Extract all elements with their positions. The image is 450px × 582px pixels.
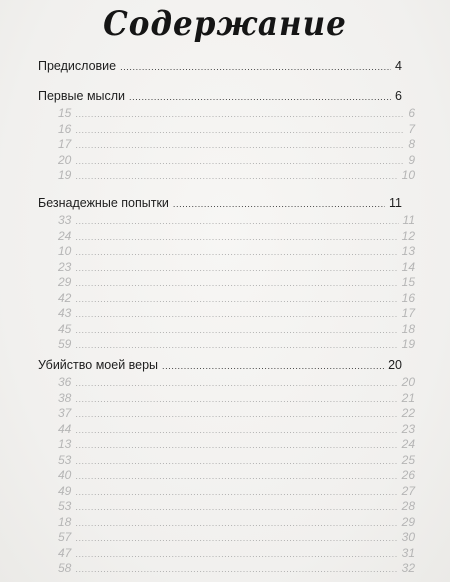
toc-subentry-label: 44 bbox=[58, 421, 72, 436]
toc-subentry bbox=[58, 483, 415, 499]
toc-leader-dots bbox=[75, 337, 397, 353]
toc-subentry-label: 37 bbox=[58, 406, 72, 420]
toc-leader-dots bbox=[75, 168, 397, 184]
toc-subentry bbox=[58, 305, 415, 321]
toc-subentry-label: 47 bbox=[58, 545, 72, 560]
toc-page-number: 22 bbox=[401, 406, 415, 420]
toc-page-number: 19 bbox=[401, 337, 415, 351]
toc-page-number: 8 bbox=[408, 137, 415, 151]
toc-subentry bbox=[58, 274, 415, 290]
toc-subentry-label: 10 bbox=[58, 244, 72, 258]
toc-subentry-label: 36 bbox=[58, 375, 72, 389]
toc-subentry-label: 23 bbox=[58, 259, 72, 274]
toc-subentry bbox=[58, 290, 415, 306]
toc-subentry-label: 18 bbox=[58, 514, 72, 529]
toc-section-title: Убийство моей веры bbox=[38, 358, 159, 372]
toc-subentry bbox=[58, 452, 415, 468]
toc-subentry-label: 49 bbox=[58, 483, 72, 498]
toc-leader-dots bbox=[120, 59, 391, 75]
toc-page-number: 20 bbox=[401, 375, 415, 389]
toc-page-number: 9 bbox=[408, 152, 415, 167]
toc-subentry bbox=[58, 421, 415, 437]
toc-subentry bbox=[58, 167, 415, 183]
toc-page-number: 23 bbox=[401, 421, 415, 436]
toc-page-number: 26 bbox=[401, 468, 415, 482]
toc-subentry bbox=[58, 259, 415, 275]
toc-subentry-label: 19 bbox=[58, 168, 72, 182]
toc-subentry bbox=[58, 105, 415, 121]
toc-subentry bbox=[58, 374, 415, 390]
toc-page-number: 6 bbox=[395, 89, 402, 103]
toc-subentry-label: 40 bbox=[58, 468, 72, 482]
toc-page-number: 28 bbox=[401, 499, 415, 513]
toc-page-number: 31 bbox=[401, 545, 415, 560]
toc-subentry-label: 16 bbox=[58, 121, 72, 136]
toc-leader-dots bbox=[129, 89, 391, 105]
toc-subentry bbox=[58, 560, 415, 576]
toc-page-number: 11 bbox=[389, 196, 402, 210]
toc-subentry bbox=[58, 405, 415, 421]
toc-subentry bbox=[58, 321, 415, 337]
toc-subentry-label: 53 bbox=[58, 499, 72, 513]
toc-subentry-label: 17 bbox=[58, 137, 72, 151]
toc-subentry bbox=[58, 243, 415, 259]
toc-page-number: 6 bbox=[408, 106, 415, 120]
toc-subentry bbox=[58, 514, 415, 530]
toc-subentry-label: 43 bbox=[58, 306, 72, 320]
toc-subentry-label: 13 bbox=[58, 437, 72, 451]
toc-section-entry bbox=[38, 58, 402, 74]
toc-page-number: 4 bbox=[395, 59, 402, 73]
toc-page-number: 10 bbox=[401, 168, 415, 182]
toc-subentry bbox=[58, 545, 415, 561]
toc-page-number: 14 bbox=[401, 259, 415, 274]
toc-page-number: 21 bbox=[401, 390, 415, 405]
toc-section-title: Безнадежные попытки bbox=[38, 196, 169, 210]
toc-subentry-label: 58 bbox=[58, 561, 72, 575]
toc-leader-dots bbox=[162, 358, 384, 374]
toc-subentry-label: 53 bbox=[58, 452, 72, 467]
toc-subentry-label: 33 bbox=[58, 213, 72, 227]
toc-subentry-label: 29 bbox=[58, 275, 72, 289]
toc-subentry-label: 24 bbox=[58, 228, 72, 243]
toc-page-number: 18 bbox=[401, 321, 415, 336]
toc-page-number: 15 bbox=[401, 275, 415, 289]
toc-subentry-label: 38 bbox=[58, 390, 72, 405]
toc-page-number: 30 bbox=[401, 530, 415, 544]
toc-subentry bbox=[58, 436, 415, 452]
toc-subentry bbox=[58, 336, 415, 352]
page-title: Содержание bbox=[103, 4, 347, 44]
toc-subentry bbox=[58, 467, 415, 483]
toc-subentry-label: 15 bbox=[58, 106, 72, 120]
toc-page-number: 24 bbox=[401, 437, 415, 451]
toc-subentry bbox=[58, 152, 415, 168]
toc-page-number: 29 bbox=[401, 514, 415, 529]
toc-subentry bbox=[58, 498, 415, 514]
toc-subentry bbox=[58, 390, 415, 406]
toc-subentry bbox=[58, 228, 415, 244]
toc-subentry bbox=[58, 136, 415, 152]
toc-section-entry bbox=[38, 357, 402, 373]
toc-subentry-label: 42 bbox=[58, 290, 72, 305]
toc-leader-dots bbox=[75, 561, 397, 577]
toc-page-number: 16 bbox=[401, 290, 415, 305]
toc-page-number: 17 bbox=[401, 306, 415, 320]
toc-page-number: 32 bbox=[401, 561, 415, 575]
toc-page-number: 20 bbox=[388, 358, 402, 372]
toc-subentry bbox=[58, 212, 415, 228]
toc-page-number: 13 bbox=[401, 244, 415, 258]
toc-section-title: Предисловие bbox=[38, 59, 117, 73]
toc-page-number: 27 bbox=[401, 483, 415, 498]
toc-section-entry bbox=[38, 195, 402, 211]
toc-page-number: 12 bbox=[401, 228, 415, 243]
toc-section-entry bbox=[38, 88, 402, 104]
toc-leader-dots bbox=[173, 196, 385, 212]
toc-section-title: Первые мысли bbox=[38, 89, 126, 103]
toc-subentry-label: 20 bbox=[58, 152, 72, 167]
toc-page-number: 11 bbox=[402, 213, 415, 227]
toc-subentry-label: 57 bbox=[58, 530, 72, 544]
toc-subentry bbox=[58, 529, 415, 545]
toc-page-number: 7 bbox=[408, 121, 415, 136]
toc-page-number: 25 bbox=[401, 452, 415, 467]
toc-subentry bbox=[58, 121, 415, 137]
toc-subentry-label: 59 bbox=[58, 337, 72, 351]
toc-subentry-label: 45 bbox=[58, 321, 72, 336]
